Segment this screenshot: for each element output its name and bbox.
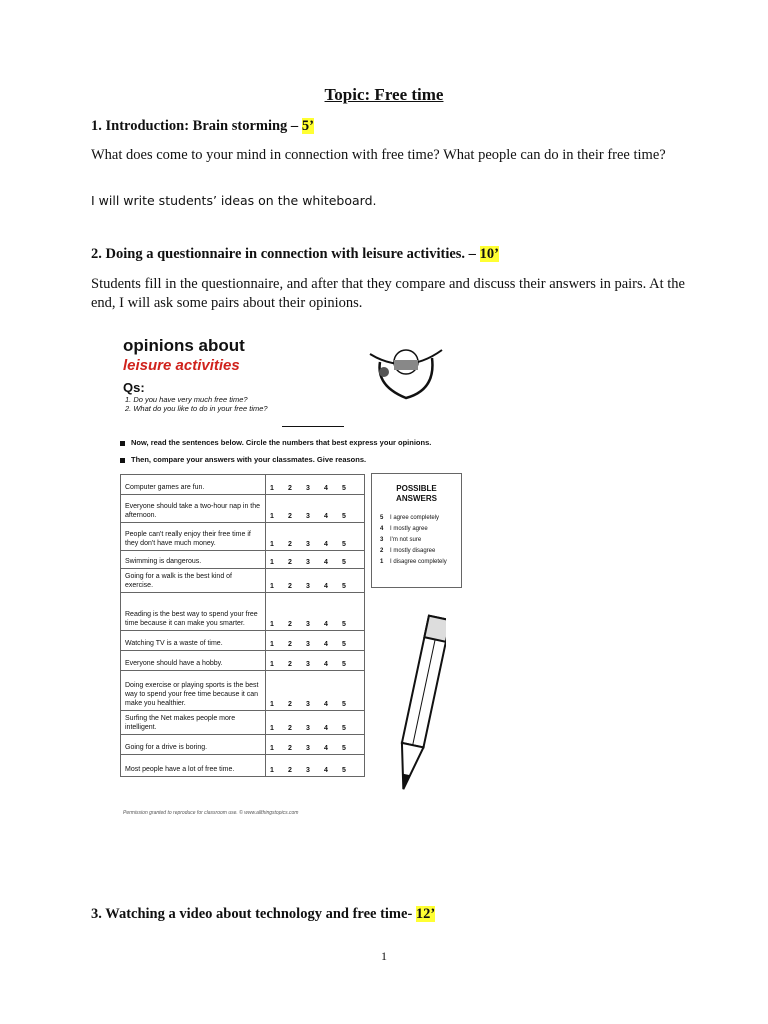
statement-cell: Swimming is dangerous. bbox=[121, 551, 266, 569]
pencil-illustration-icon bbox=[396, 606, 446, 806]
statement-cell: Everyone should have a hobby. bbox=[121, 651, 266, 671]
rating-cell bbox=[266, 671, 365, 711]
worksheet-subtitle: leisure activities bbox=[123, 357, 240, 374]
rating-number[interactable]: 1 bbox=[270, 541, 274, 548]
rating-number[interactable]: 1 bbox=[270, 767, 274, 774]
rating-number[interactable]: 2 bbox=[288, 661, 292, 668]
section-3-time: 12’ bbox=[415, 906, 436, 922]
possible-answers-heading bbox=[372, 484, 461, 504]
answer-line bbox=[282, 426, 344, 427]
possible-answers-heading-line-2: ANSWERS bbox=[396, 494, 437, 503]
rating-number[interactable]: 3 bbox=[306, 541, 310, 548]
rating-number[interactable]: 3 bbox=[306, 559, 310, 566]
answer-text: I mostly agree bbox=[390, 526, 428, 532]
rating-number[interactable]: 1 bbox=[270, 745, 274, 752]
rating-number[interactable]: 5 bbox=[342, 767, 346, 774]
rating-number[interactable]: 2 bbox=[288, 541, 292, 548]
rating-cell bbox=[266, 593, 365, 631]
rating-number[interactable]: 3 bbox=[306, 513, 310, 520]
answer-text: I agree completely bbox=[390, 515, 440, 521]
rating-number[interactable]: 4 bbox=[324, 745, 328, 752]
rating-number[interactable]: 1 bbox=[270, 701, 274, 708]
section-2-time: 10’ bbox=[479, 246, 499, 262]
rating-number[interactable]: 3 bbox=[306, 725, 310, 732]
answer-item bbox=[380, 513, 461, 524]
answer-number: 3 bbox=[380, 537, 384, 543]
worksheet-instruction-1 bbox=[120, 438, 431, 447]
rating-number[interactable]: 3 bbox=[306, 701, 310, 708]
answer-text: I'm not sure bbox=[390, 537, 422, 543]
section-2-paragraph: Students fill in the questionnaire, and after that they compare and discuss their answers in pairs. At the end, I will ask some pairs about their opinions. bbox=[91, 276, 685, 311]
rating-number[interactable]: 5 bbox=[342, 701, 346, 708]
rating-number[interactable]: 3 bbox=[306, 621, 310, 628]
section-1-time: 5’ bbox=[301, 118, 314, 134]
table-row bbox=[121, 475, 365, 495]
rating-number[interactable]: 1 bbox=[270, 513, 274, 520]
rating-cell bbox=[266, 569, 365, 593]
rating-number[interactable]: 5 bbox=[342, 541, 346, 548]
rating-number[interactable]: 3 bbox=[306, 745, 310, 752]
rating-number[interactable]: 3 bbox=[306, 641, 310, 648]
rating-number[interactable]: 1 bbox=[270, 621, 274, 628]
section-3-heading-text: 3. Watching a video about technology and free time- bbox=[91, 906, 416, 922]
worksheet-question-1: 1. Do you have very much free time? bbox=[125, 395, 248, 404]
answer-number: 5 bbox=[380, 515, 384, 521]
rating-number[interactable]: 4 bbox=[324, 725, 328, 732]
rating-number[interactable]: 5 bbox=[342, 485, 346, 492]
answer-number: 1 bbox=[380, 559, 384, 565]
rating-number[interactable]: 1 bbox=[270, 661, 274, 668]
answer-text: I mostly disagree bbox=[390, 548, 436, 554]
table-row bbox=[121, 593, 365, 631]
rating-cell bbox=[266, 551, 365, 569]
table-row bbox=[121, 631, 365, 651]
rating-number[interactable]: 4 bbox=[324, 559, 328, 566]
worksheet-question-2: 2. What do you like to do in your free time? bbox=[125, 404, 268, 413]
possible-answers-heading-line-1: POSSIBLE bbox=[396, 484, 437, 493]
section-1-heading-text: 1. Introduction: Brain storming – bbox=[91, 118, 302, 134]
rating-number[interactable]: 4 bbox=[324, 767, 328, 774]
rating-number[interactable]: 2 bbox=[288, 621, 292, 628]
rating-number[interactable]: 1 bbox=[270, 641, 274, 648]
rating-cell bbox=[266, 631, 365, 651]
rating-number[interactable]: 5 bbox=[342, 513, 346, 520]
answer-item bbox=[380, 535, 461, 546]
rating-number[interactable]: 1 bbox=[270, 485, 274, 492]
answer-item bbox=[380, 524, 461, 535]
table-row bbox=[121, 523, 365, 551]
rating-number[interactable]: 5 bbox=[342, 745, 346, 752]
rating-number[interactable]: 2 bbox=[288, 767, 292, 774]
possible-answers-list bbox=[372, 513, 461, 568]
section-2-heading-text: 2. Doing a questionnaire in connection with leisure activities. – bbox=[91, 246, 480, 262]
rating-number[interactable]: 2 bbox=[288, 641, 292, 648]
worksheet-instruction-2-text: Then, compare your answers with your classmates. Give reasons. bbox=[131, 455, 367, 464]
section-3-heading bbox=[91, 906, 435, 923]
answer-text: I disagree completely bbox=[390, 559, 447, 565]
rating-cell bbox=[266, 523, 365, 551]
worksheet-instruction-2 bbox=[120, 455, 366, 464]
rating-number[interactable]: 3 bbox=[306, 767, 310, 774]
worksheet-instruction-1-text: Now, read the sentences below. Circle the numbers that best express your opinions. bbox=[131, 438, 432, 447]
rating-number[interactable]: 3 bbox=[306, 583, 310, 590]
answer-item bbox=[380, 546, 461, 557]
rating-number[interactable]: 4 bbox=[324, 661, 328, 668]
rating-number[interactable]: 1 bbox=[270, 559, 274, 566]
worksheet-footer: Permission granted to reproduce for classroom use. © www.allthingstopics.com bbox=[123, 810, 299, 816]
statement-cell: People can't really enjoy their free time if they don't have much money. bbox=[121, 523, 266, 551]
rating-number[interactable]: 5 bbox=[342, 559, 346, 566]
rating-cell bbox=[266, 475, 365, 495]
rating-number[interactable]: 2 bbox=[288, 559, 292, 566]
rating-number[interactable]: 4 bbox=[324, 621, 328, 628]
statement-cell: Going for a drive is boring. bbox=[121, 735, 266, 755]
table-row bbox=[121, 551, 365, 569]
rating-number[interactable]: 2 bbox=[288, 701, 292, 708]
rating-number[interactable]: 5 bbox=[342, 661, 346, 668]
rating-cell bbox=[266, 735, 365, 755]
rating-number[interactable]: 5 bbox=[342, 621, 346, 628]
rating-number[interactable]: 1 bbox=[270, 583, 274, 590]
table-row bbox=[121, 569, 365, 593]
table-row bbox=[121, 735, 365, 755]
rating-number[interactable]: 2 bbox=[288, 583, 292, 590]
section-2-heading bbox=[91, 246, 499, 263]
rating-number[interactable]: 2 bbox=[288, 745, 292, 752]
rating-number[interactable]: 2 bbox=[288, 513, 292, 520]
section-1-note: I will write students’ ideas on the whiteboard. bbox=[91, 193, 377, 208]
statement-cell: Doing exercise or playing sports is the best way to spend your free time because it can make you healthier. bbox=[121, 671, 266, 711]
answer-number: 2 bbox=[380, 548, 384, 554]
statement-cell: Surfing the Net makes people more intelligent. bbox=[121, 711, 266, 735]
statement-cell: Computer games are fun. bbox=[121, 475, 266, 495]
rating-number[interactable]: 2 bbox=[288, 725, 292, 732]
rating-cell bbox=[266, 651, 365, 671]
possible-answers-box bbox=[371, 473, 462, 588]
table-row bbox=[121, 711, 365, 735]
rating-number[interactable]: 3 bbox=[306, 661, 310, 668]
worksheet-qs-label: Qs: bbox=[123, 380, 145, 395]
page-title: Topic: Free time bbox=[324, 85, 444, 104]
rating-number[interactable]: 3 bbox=[306, 485, 310, 492]
rating-cell bbox=[266, 495, 365, 523]
rating-number[interactable]: 5 bbox=[342, 725, 346, 732]
page-number: 1 bbox=[381, 949, 387, 963]
statement-cell: Going for a walk is the best kind of exercise. bbox=[121, 569, 266, 593]
rating-number[interactable]: 1 bbox=[270, 725, 274, 732]
table-row bbox=[121, 671, 365, 711]
table-row bbox=[121, 495, 365, 523]
statement-cell: Everyone should take a two-hour nap in the afternoon. bbox=[121, 495, 266, 523]
table-row bbox=[121, 755, 365, 777]
rating-number[interactable]: 5 bbox=[342, 641, 346, 648]
section-1-heading bbox=[91, 118, 314, 135]
answer-item bbox=[380, 557, 461, 568]
rating-number[interactable]: 4 bbox=[324, 701, 328, 708]
statement-cell: Reading is the best way to spend your free time because it can make you smarter. bbox=[121, 593, 266, 631]
answer-number: 4 bbox=[380, 526, 384, 532]
rating-number[interactable]: 2 bbox=[288, 485, 292, 492]
rating-number[interactable]: 4 bbox=[324, 485, 328, 492]
table-row bbox=[121, 651, 365, 671]
hammock-illustration-icon bbox=[366, 346, 446, 408]
rating-number[interactable]: 4 bbox=[324, 541, 328, 548]
rating-number[interactable]: 4 bbox=[324, 513, 328, 520]
questionnaire-image bbox=[116, 326, 488, 838]
worksheet-title: opinions about bbox=[123, 336, 245, 355]
rating-cell bbox=[266, 755, 365, 777]
rating-number[interactable]: 4 bbox=[324, 583, 328, 590]
section-1-paragraph: What does come to your mind in connection with free time? What people can do in their free time? bbox=[91, 147, 666, 163]
statement-cell: Watching TV is a waste of time. bbox=[121, 631, 266, 651]
rating-cell bbox=[266, 711, 365, 735]
opinion-table bbox=[120, 474, 365, 777]
rating-number[interactable]: 5 bbox=[342, 583, 346, 590]
statement-cell: Most people have a lot of free time. bbox=[121, 755, 266, 777]
rating-number[interactable]: 4 bbox=[324, 641, 328, 648]
